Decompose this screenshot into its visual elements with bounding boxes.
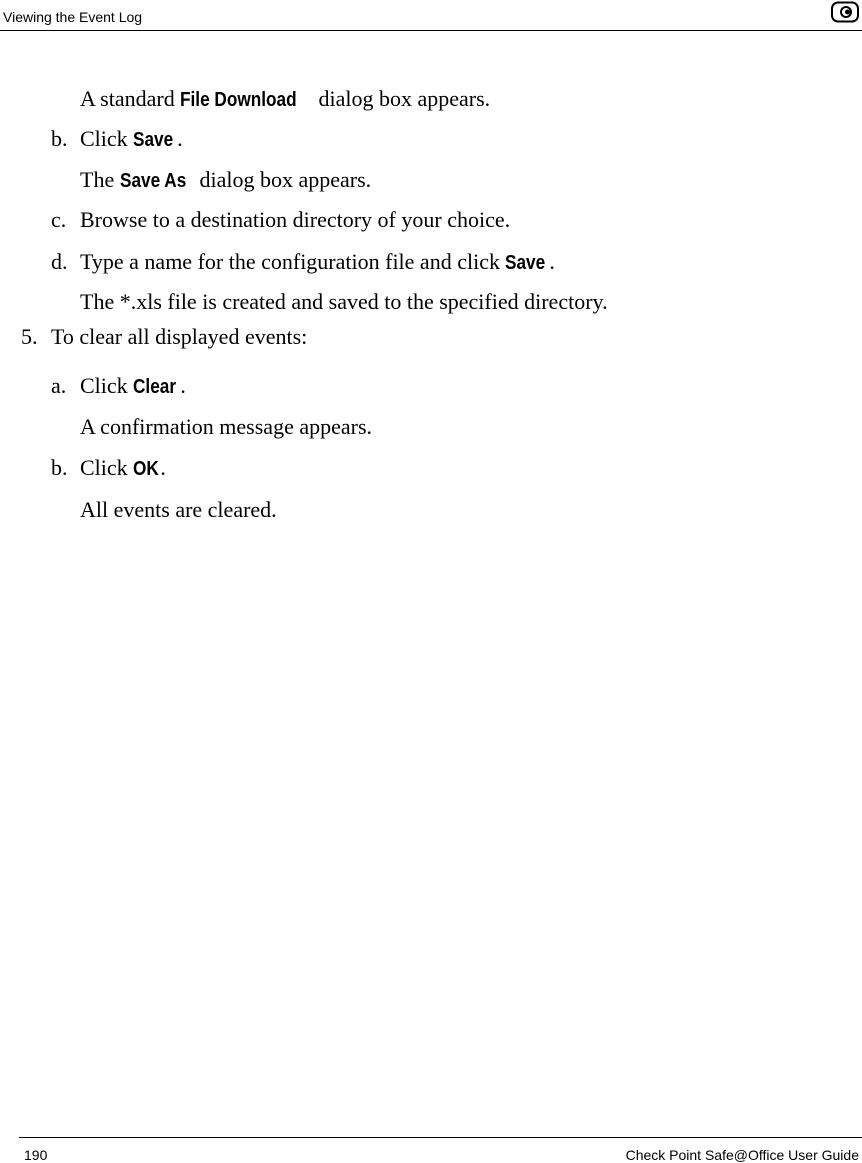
step-marker: a. <box>51 373 67 398</box>
step-marker: c. <box>51 207 67 232</box>
step-clear-events: To clear all displayed events: <box>51 324 308 349</box>
text-fragment: Type a name for the configuration file and click <box>80 249 506 274</box>
step-marker: 5. <box>21 324 38 349</box>
text-fragment: Click <box>80 126 134 151</box>
step-type-name <box>80 249 555 276</box>
step-click-clear <box>80 373 186 400</box>
ui-term: Save <box>505 252 546 274</box>
step-marker: b. <box>51 455 68 480</box>
eye-in-rounded-box-icon <box>830 1 860 23</box>
xls-created-note: The *.xls file is created and saved to the specified directory. <box>80 289 608 314</box>
step-browse: Browse to a destination directory of your choice. <box>80 207 511 232</box>
file-download-note <box>80 86 490 113</box>
step-click-save <box>80 126 183 153</box>
page-number: 190 <box>24 1147 48 1163</box>
text-fragment: . <box>180 373 186 398</box>
ui-term: Save As <box>119 170 187 192</box>
header-title: Viewing the Event Log <box>3 9 143 25</box>
text-fragment: . <box>160 455 166 480</box>
ui-term: Clear <box>133 376 177 398</box>
text-fragment: dialog box appears. <box>194 167 372 192</box>
text-fragment: . <box>549 249 555 274</box>
confirmation-note: A confirmation message appears. <box>80 414 373 439</box>
step-marker: b. <box>51 126 68 151</box>
ui-term: Save <box>133 129 174 151</box>
text-fragment: Click <box>80 455 134 480</box>
text-fragment: A standard <box>80 86 181 111</box>
page-footer <box>19 1137 862 1163</box>
ui-term: OK <box>133 458 159 480</box>
guide-title: Check Point Safe@Office User Guide <box>625 1147 859 1163</box>
text-fragment: The <box>80 167 120 192</box>
save-as-note <box>80 167 371 194</box>
step-click-ok <box>80 455 166 482</box>
step-marker: d. <box>51 249 68 274</box>
ui-term: File Download <box>180 89 297 111</box>
page-header <box>0 0 862 31</box>
events-cleared-note: All events are cleared. <box>80 497 277 522</box>
text-fragment: dialog box appears. <box>312 86 491 111</box>
text-fragment: . <box>177 126 183 151</box>
text-fragment: Click <box>80 373 134 398</box>
